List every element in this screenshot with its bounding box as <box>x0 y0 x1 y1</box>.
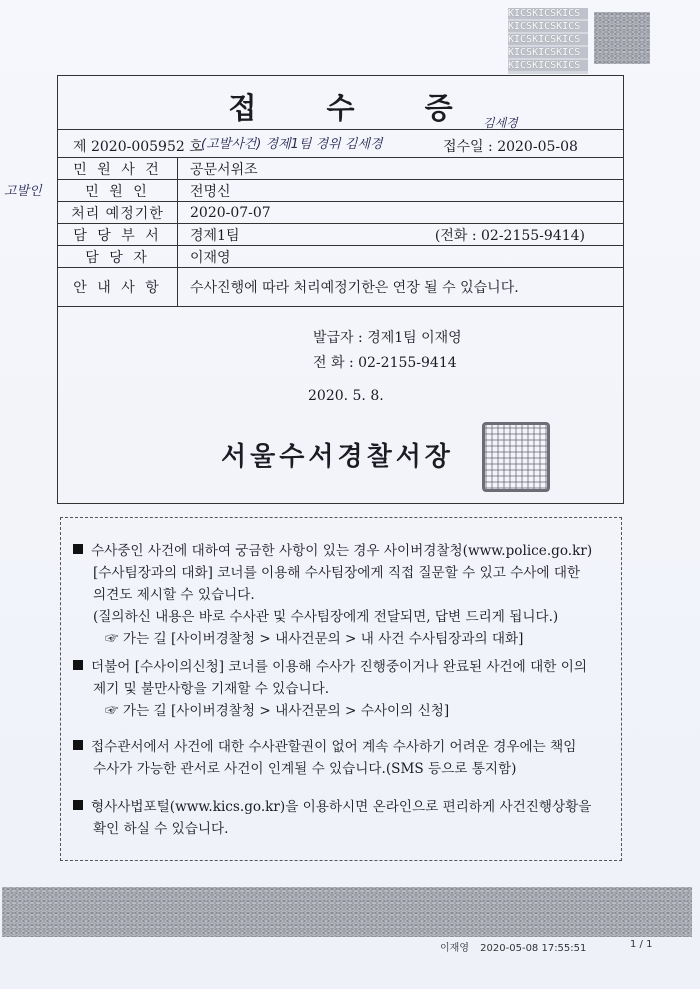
official-seal-icon <box>482 422 550 492</box>
notice-line: 수사가 가능한 관서로 사건이 인계될 수 있습니다.(SMS 등으로 통지함) <box>93 761 517 777</box>
notice-text: 더불어 [수사이의신청] 코너를 이용해 수사가 진행중이거나 완료된 사건에 대한 이의 <box>91 659 587 675</box>
bullet-square-icon <box>73 544 83 554</box>
row-value: 전명신 <box>178 180 624 202</box>
notice-line: 확인 하실 수 있습니다. <box>93 821 229 837</box>
handwritten-initial: 김세경 <box>483 116 518 130</box>
kics-row: KICSKICSKICS <box>508 60 588 71</box>
security-band-pattern <box>2 887 692 937</box>
issuer-phone: 전 화 : 02-2155-9414 <box>313 355 457 371</box>
kics-row: KICSKICSKICS <box>508 34 588 45</box>
issuer-name: 발급자 : 경제1팀 이재영 <box>313 330 462 346</box>
issuer-block <box>313 326 462 376</box>
table-row <box>58 224 623 246</box>
receipt-info-table <box>58 157 623 307</box>
receipt-title: 접 수 증 <box>228 91 483 125</box>
received-date: 2020-05-08 <box>497 139 578 155</box>
notice-line: 제기 및 불만사항을 기재할 수 있습니다. <box>93 681 330 697</box>
row-value: 수사진행에 따라 처리예정기한은 연장 될 수 있습니다. <box>178 268 624 307</box>
row-label: 안 내 사 항 <box>58 268 178 307</box>
table-row <box>58 158 623 180</box>
notice-line <box>73 796 608 818</box>
notice-text: 수사중인 사건에 대하여 궁금한 사항이 있는 경우 사이버경찰청(www.police.go.kr) <box>91 543 593 559</box>
table-row <box>58 246 623 268</box>
notice-box <box>60 517 622 861</box>
notice-text: 접수관서에서 사건에 대한 수사관할권이 없어 계속 수사하기 어려운 경우에는 책임 <box>91 739 577 755</box>
notice-line: (질의하신 내용은 바로 수사관 및 수사팀장에게 전달되면, 답변 드리게 됩니다.) <box>93 609 559 625</box>
notice-item <box>73 736 608 780</box>
row-label: 담 당 부 서 <box>58 224 178 246</box>
print-footer <box>440 939 653 954</box>
department: 경제1팀 <box>190 227 240 244</box>
row-value <box>178 224 624 246</box>
row-label: 민 원 인 <box>58 180 178 202</box>
row-value: 2020-07-07 <box>178 202 624 224</box>
row-value: 이재영 <box>178 246 624 268</box>
received-date-field <box>443 136 578 156</box>
notice-item <box>73 656 608 722</box>
notice-text: 형사사법포털(www.kics.go.kr)을 이용하시면 온라인으로 편리하게 사건진행상황을 <box>91 799 592 815</box>
footer-page: 1 / 1 <box>630 939 653 950</box>
row-value: 공문서위조 <box>178 158 624 180</box>
notice-path: ☞ 가는 길 [사이버경찰청 > 내사건문의 > 수사이의 신청] <box>105 703 450 719</box>
police-chief-title: 서울수서경찰서장 <box>221 442 454 472</box>
notice-path: ☞ 가는 길 [사이버경찰청 > 내사건문의 > 내 사건 수사팀장과의 대화] <box>105 631 524 647</box>
kics-row: KICSKICSKICS <box>508 8 588 19</box>
kics-row: KICSKICSKICS <box>508 47 588 58</box>
received-label: 접수일 : <box>443 139 498 155</box>
notice-item <box>73 796 608 840</box>
row-label: 담 당 자 <box>58 246 178 268</box>
table-row <box>58 202 623 224</box>
bullet-square-icon <box>73 660 83 670</box>
notice-line: [수사팀장과의 대화] 코너를 이용해 수사팀장에게 직접 질문할 수 있고 수사에 대한 <box>93 565 581 581</box>
handwritten-note: (고발사건) 경제1팀 경위 김세경 <box>201 137 383 152</box>
table-row <box>58 268 623 307</box>
notice-line: 의견도 제시할 수 있습니다. <box>93 587 255 603</box>
row-label: 민 원 사 건 <box>58 158 178 180</box>
bullet-square-icon <box>73 800 83 810</box>
kics-row: KICSKICSKICS <box>508 21 588 32</box>
row-label: 처리 예정기한 <box>58 202 178 224</box>
kics-security-mark <box>508 8 588 74</box>
issue-date: 2020. 5. 8. <box>308 388 384 404</box>
notice-line <box>73 736 608 758</box>
department-phone: (전화 : 02-2155-9414) <box>434 227 585 244</box>
bullet-square-icon <box>73 740 83 750</box>
margin-note: 고발인 <box>4 184 42 199</box>
title-row <box>58 76 623 130</box>
footer-user: 이재영 <box>440 943 469 954</box>
notice-line <box>73 540 608 562</box>
notice-item <box>73 540 608 650</box>
table-row <box>58 180 623 202</box>
security-qr-pattern <box>594 12 650 64</box>
footer-timestamp: 2020-05-08 17:55:51 <box>480 943 587 954</box>
notice-line <box>73 656 608 678</box>
receipt-number: 제 2020-005952 호 <box>73 139 203 155</box>
